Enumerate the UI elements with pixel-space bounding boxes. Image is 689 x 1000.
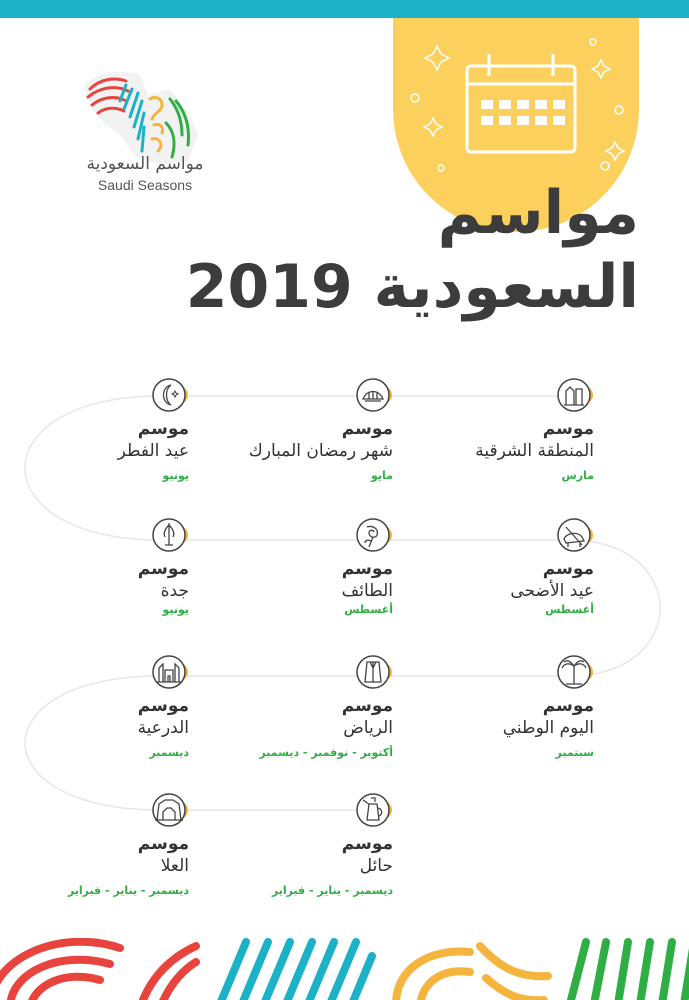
season-name: شهر رمضان المبارك [248, 441, 393, 461]
elephant-rock-icon [149, 790, 189, 830]
season-name: الرياض [343, 718, 393, 738]
season-name: عيد الأضحى [510, 581, 594, 601]
season-label: موسم [341, 559, 393, 579]
season-label: موسم [542, 559, 594, 579]
season-months: يونيو [162, 603, 189, 616]
season-months: سبتمبر [555, 746, 594, 759]
rose-icon [353, 515, 393, 555]
palace-icon [149, 652, 189, 692]
season-name: المنطقة الشرقية [475, 441, 594, 461]
season-item-eid-adha [374, 515, 594, 625]
season-item-hail [173, 790, 393, 900]
season-item-riyadh [173, 652, 393, 762]
season-months: ديسمبر - يناير - فبراير [67, 884, 189, 897]
season-name: حائل [359, 856, 393, 876]
season-months: يونيو [162, 469, 189, 482]
season-item-jeddah [0, 515, 189, 625]
top-bar [0, 0, 689, 18]
season-name: اليوم الوطني [502, 718, 594, 738]
decorative-pattern-footer [0, 938, 689, 1000]
season-name: الدرعية [137, 718, 189, 738]
page-title-line1: مواسم [437, 178, 639, 248]
crescent-icon [149, 375, 189, 415]
season-name: العلا [160, 856, 189, 876]
season-item-eid-fitr [0, 375, 189, 485]
season-name: جدة [160, 581, 189, 601]
fountain-icon [149, 515, 189, 555]
sheep-icon [554, 515, 594, 555]
season-label: موسم [542, 696, 594, 716]
season-name: عيد الفطر [117, 441, 189, 461]
season-months: أغسطس [344, 603, 393, 616]
season-label: موسم [137, 419, 189, 439]
season-label: موسم [542, 419, 594, 439]
season-item-taif [173, 515, 393, 625]
season-months: أكتوبر - نوفمبر - ديسمبر [259, 746, 393, 759]
season-months: مايو [371, 469, 393, 482]
page-title-line2: السعودية 2019 [185, 252, 639, 322]
logo-name-arabic: مواسم السعودية [86, 154, 204, 174]
season-months: ديسمبر [149, 746, 189, 759]
season-label: موسم [341, 419, 393, 439]
season-label: موسم [137, 696, 189, 716]
season-name: الطائف [341, 581, 393, 601]
season-months: مارس [561, 469, 594, 482]
coffee-pot-icon [353, 790, 393, 830]
season-item-national-day [374, 652, 594, 762]
logo-name-english: Saudi Seasons [97, 177, 193, 193]
season-label: موسم [137, 559, 189, 579]
season-label: موسم [341, 834, 393, 854]
season-item-ramadan [173, 375, 393, 485]
lantern-icon [353, 375, 393, 415]
season-label: موسم [137, 834, 189, 854]
dress-icon [353, 652, 393, 692]
fortress-icon [554, 375, 594, 415]
season-months: أغسطس [545, 603, 594, 616]
season-months: ديسمبر - يناير - فبراير [271, 884, 393, 897]
season-item-alula [0, 790, 189, 900]
season-item-diriyah [0, 652, 189, 762]
palm-icon [554, 652, 594, 692]
season-label: موسم [341, 696, 393, 716]
season-item-eastern [374, 375, 594, 485]
